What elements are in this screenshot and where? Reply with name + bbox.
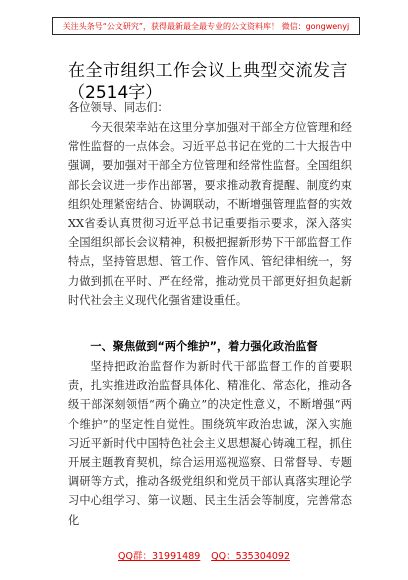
page-title: 在全市组织工作会议上典型交流发言 — [68, 61, 348, 81]
qq-group-link[interactable]: QQ群：31991489 — [118, 551, 201, 562]
section-heading-1: 一、聚焦做到“两个维护”，着力强化政治监督 — [90, 340, 318, 353]
footer-contact — [118, 548, 290, 562]
header-banner: 关注头条号“公文研究”，获得最新最全最专业的公文资料库！ 微信：gongwenyj — [52, 17, 360, 35]
qq-contact-link[interactable]: QQ：535304092 — [211, 551, 290, 562]
greeting: 各位领导、同志们： — [68, 101, 169, 114]
paragraph-section-1: 坚持把政治监督作为新时代干部监督工作的首要职责，扎实推进政治监督具体化、精准化、常态化，推动各级干部深刻领悟“两个确立”的决定性意义，不断增强“两个维护”的坚定性自觉性。围绕筑牢政治忠诚，深入实施习近平新时代中国特色社会主义思想凝心铸魂工程，抓住开展主题教育契机，综合运用巡视巡察、日常督导、专题调研等方式，推动各级党组织和党员干部认真落实理论学习中心组学习、第一议题、民主生活会等制度，完善常态化 — [68, 360, 352, 527]
paragraph-intro: 今天很荣幸站在这里分享加强对干部全方位管理和经常性监督的一点体会。习近平总书记在党的二十大报告中强调，要加强对干部全方位管理和经常性监督。全国组织部长会议进一步作出部署，要求推动教育提醒、制度约束组织处理紧密结合、协调联动，不断增强管理监督的实效XX省委认真贯彻习近平总书记重要指示要求，深入落实全国组织部长会议精神，积极把握新形势下干部监督工作特点，坚持管思想、管工作、管作风、管纪律相统一，努力做到抓在平时、严在经常，推动党员干部更好担负起新时代社会主义现代化强省建设重任。 — [68, 121, 352, 307]
word-count-subtitle: （2514字） — [68, 83, 163, 103]
